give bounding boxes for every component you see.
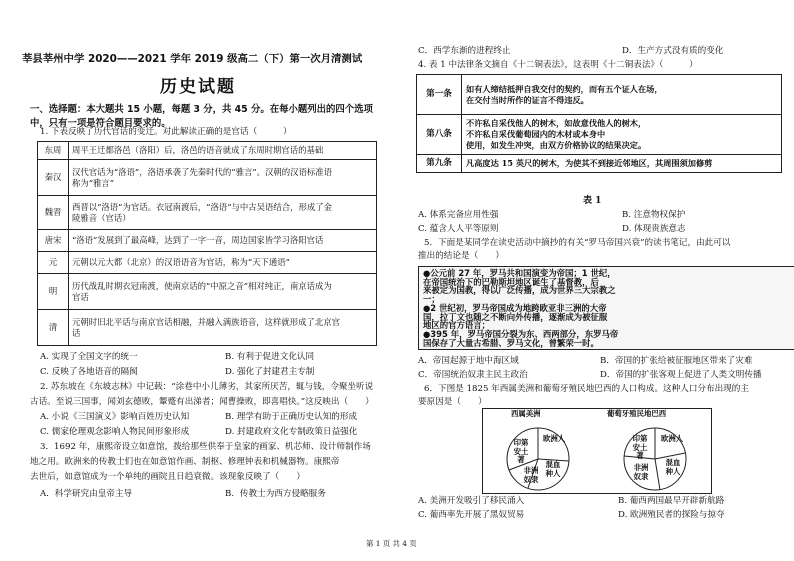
population-figure (482, 408, 712, 494)
q5-option-a[interactable]: A．帝国起源于地中海区域 (418, 356, 519, 366)
q5-line1: 5．下面是某同学在读史活动中摘抄的有关“罗马帝国兴衰”的读书笔记，由此可以 (424, 238, 731, 248)
era-cell: 清 (38, 310, 69, 346)
q4-option-a[interactable]: A. 体系完备应用性强 (418, 210, 499, 220)
text-cell: “洛语”发展到了最高峰，达到了一字一音，周边国家皆学习洛阳官话 (69, 230, 377, 252)
era-cell: 唐宋 (38, 230, 69, 252)
q6-line2: 要原因是（ ） (418, 397, 487, 407)
q6-option-a[interactable]: A. 美洲开发吸引了移民涌入 (418, 496, 525, 506)
table-row (38, 252, 377, 274)
section1-instruction-b: 中，只有一项是符合题目要求的。 (30, 118, 171, 129)
article-text: 如有人缔结抵押自我交付的契约，而有五个证人在场， 在交付当时所作的证言不得违反。 (462, 75, 782, 115)
pie2-label-african: 非洲奴隶 (633, 463, 649, 481)
q5-line2: 推出的结论是（ ） (418, 251, 504, 261)
rome-notes-box (418, 266, 794, 350)
q1-option-b[interactable]: B. 有利于促进文化认同 (225, 352, 315, 362)
q1-table (37, 141, 377, 346)
q2-option-c[interactable]: C. 儒家伦理观念影响人物民间形象形成 (40, 427, 190, 437)
school-header: 莘县莘州中学 2020——2021 学年 2019 级高二（下）第一次月清测试 (22, 53, 363, 65)
subject-title: 历史试题 (160, 77, 236, 97)
q5-option-c[interactable]: C．帝国统治奴隶主民主政治 (418, 370, 528, 380)
article-text: 凡高度达 15 英尺的树木，为使其不到接近邻地区，其周围须加修剪 (462, 155, 782, 173)
q3-option-a[interactable]: A．科学研究由皇帝主导 (40, 489, 133, 499)
q4-table (416, 74, 782, 173)
article-head: 第八条 (417, 115, 462, 155)
pie2-title: 葡萄牙殖民地巴西 (607, 409, 667, 418)
note-line: 一； (423, 294, 440, 305)
note-line: 来被定为国教，得以广泛传播，成为世界三大宗教之 (423, 285, 616, 296)
table-row (417, 75, 782, 115)
era-cell: 魏晋 (38, 196, 69, 230)
table-row (38, 230, 377, 252)
q6-option-c[interactable]: C. 葡西率先开展了黑奴贸易 (418, 510, 525, 520)
note-line: 国，拉丁文也随之不断向外传播，逐渐成为被征服 (423, 311, 608, 322)
q1-option-c[interactable]: C. 反映了各地语音的隔阂 (40, 367, 138, 377)
pie2-label-mixed: 混血种人 (665, 458, 681, 476)
q4-option-c[interactable]: C. 蕴含人人平等原则 (418, 224, 499, 234)
pie2-label-european: 欧洲人 (661, 434, 684, 443)
q3-option-b[interactable]: B．传教士为西方侵略服务 (225, 489, 326, 499)
section1-instruction-a: 一、选择题：本大题共 15 小题，每题 3 分，共 45 分。在每小题列出的四个选项 (30, 104, 373, 115)
table-row (38, 160, 377, 196)
q3-line2: 地之用。欧洲来的传教士们也在如意馆作画、制枢、修理钟表和机械器物。康熙帝 (30, 457, 340, 467)
text-cell: 元朝以元大都（北京）的汉语语音为官话，称为“天下通语” (69, 252, 377, 274)
pie2-label-native: 印第安土著 (632, 434, 648, 460)
text-cell: 元朝时旧北平话与南京官话相融，并融入满族语音，这样就形成了北京官 话 (69, 310, 377, 346)
pie1-label-european: 欧洲人 (543, 434, 566, 443)
q6-line1: 6．下图是 1825 年西属美洲和葡萄牙殖民地巴西的人口构成。这种人口分布出现的主 (424, 384, 749, 394)
q6-option-d[interactable]: D. 欧洲殖民者的探险与掠夺 (618, 510, 725, 520)
era-cell: 明 (38, 274, 69, 310)
q2-option-b[interactable]: B. 理学有助于正确历史认知的形成 (225, 412, 358, 422)
table-row (38, 274, 377, 310)
table-row (417, 115, 782, 155)
q5-option-d[interactable]: D．帝国的扩张客观上促进了人类文明传播 (600, 370, 762, 380)
table-row (38, 142, 377, 160)
q4-option-b[interactable]: B. 注意物权保护 (622, 210, 686, 220)
text-cell: 周平王迁都洛邑（洛阳）后，洛邑的语音就成了东周时期官话的基础 (69, 142, 377, 160)
table-row (38, 196, 377, 230)
q3-option-c[interactable]: C．西学东渐的进程终止 (418, 46, 511, 56)
q4-option-d[interactable]: D. 体现贵族意志 (622, 224, 686, 234)
q3-line3: 去世后，如意馆成为一个单纯的画院且日趋衰微。该现象反映了（ ） (30, 472, 306, 482)
article-text: 不许私自采伐他人的树木，如故意伐他人的树木， 不许私自采伐葡萄园内的木材或本身中 使用，如发生冲突，由双方价格协议的结果决定。 (462, 115, 782, 155)
text-cell: 汉代官话为“洛语”，洛语承袭了先秦时代的“雅言”。汉朝的汉语标准语 称为“雅言” (69, 160, 377, 196)
era-cell: 秦汉 (38, 160, 69, 196)
q5-option-b[interactable]: B．帝国的扩张给被征服地区带来了灾难 (600, 356, 753, 366)
q1-stem: 1. 下表反映了历代官话的变迁。对此解读正确的是官话（ ） (40, 127, 292, 137)
pie1-label-african: 非洲奴隶 (523, 466, 539, 484)
q3-line1: 3．1692 年，康熙帝设立如意馆，拨给那些供奉于皇家的画家、机芯师、设计师制作场 (40, 442, 371, 452)
note-line: 在帝国统治下的巴勒斯坦地区诞生了基督教，后 (423, 276, 599, 287)
q1-option-a[interactable]: A. 实现了全国文字的统一 (40, 352, 138, 362)
pie1-label-mixed: 混血种人 (545, 460, 561, 478)
q4-stem: 4. 表 1 中法律条文摘自《十二铜表法》，这表明《十二铜表法》（ ） (418, 60, 698, 70)
q2-line1: 2. 苏东坡在《东坡志林》中记载：“涂巷中小儿薄劣，其家所厌苦，辄与钱，令聚坐听说 (40, 382, 374, 392)
era-cell: 东周 (38, 142, 69, 160)
note-line: ●395 年，罗马帝国分裂为东、西两部分，东罗马帝 (423, 328, 619, 339)
q2-line2: 古话。至说三国事，闻刘玄德败，颦蹙有出涕者；闻曹操败，即喜唱快。”这反映出（ ） (30, 397, 374, 407)
table-row (38, 310, 377, 346)
text-cell: 西晋以“洛语”为官话。衣冠南渡后，“洛语”与中古吴语结合，形成了金 陵雅音（官话） (69, 196, 377, 230)
article-head: 第九条 (417, 155, 462, 173)
note-line: ●公元前 27 年，罗马共和国演变为帝国；1 世纪， (423, 268, 616, 278)
pie1-title: 西属美洲 (511, 409, 541, 418)
table-caption: 表 1 (583, 196, 602, 206)
page-footer: 第 1 页 共 4 页 (366, 539, 417, 548)
era-cell: 元 (38, 252, 69, 274)
note-line: 国保存了大量古希腊、罗马文化，曾繁荣一时。 (423, 337, 599, 348)
table-row (417, 155, 782, 173)
article-head: 第一条 (417, 75, 462, 115)
q1-option-d[interactable]: D. 强化了封建君主专制 (225, 367, 315, 377)
pie1-label-native: 印第安土著 (513, 438, 529, 464)
q2-option-d[interactable]: D. 封建政府文化专制政策日益强化 (225, 427, 358, 437)
note-line: ●2 世纪初，罗马帝国成为地跨欧亚非三洲的大帝 (423, 302, 607, 313)
q6-option-b[interactable]: B. 葡西两国最早开辟新航路 (618, 496, 725, 506)
q2-option-a[interactable]: A. 小说《三国演义》影响百姓历史认知 (40, 412, 190, 422)
text-cell: 历代战乱时期衣冠南渡，使南京话的“中原之音”相对纯正，南京话成为 官话 (69, 274, 377, 310)
note-line: 地区的官方语言； (423, 320, 490, 331)
q3-option-d[interactable]: D．生产方式没有质的变化 (622, 46, 724, 56)
